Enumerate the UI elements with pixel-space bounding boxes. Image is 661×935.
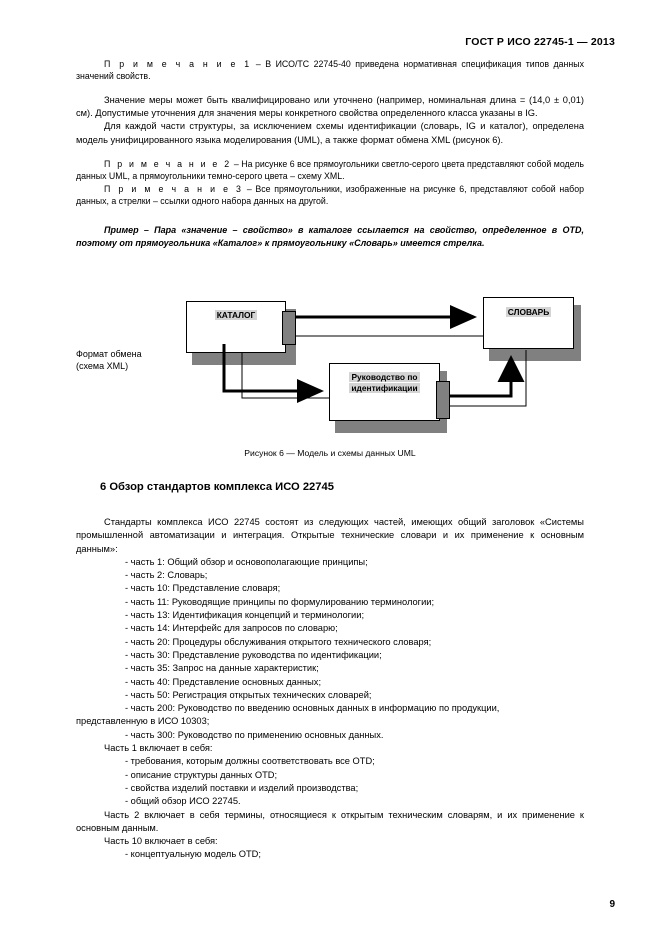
- list-item: - часть 1: Общий обзор и основополагающие принципы;: [125, 556, 368, 567]
- xml-format-label-line1: Формат обмена: [76, 349, 142, 359]
- list-item: - часть 14: Интерфейс для запросов по словарю;: [125, 623, 338, 634]
- list-item-part200: - часть 200: Руководство по введению основных данных в информацию по продукции,: [125, 703, 500, 714]
- ig-box-label-line2: идентификации: [351, 383, 418, 393]
- paragraph-uml: Для каждой части структуры, за исключением схемы идентификации (словарь, IG и каталог), определена модель унифицированного языка моделирования (UML), а также формат обмена XML (рисунок 6).: [76, 121, 584, 145]
- note-2: [76, 158, 584, 183]
- example-paragraph: Пример – Пара «значение – свойство» в каталоге ссылается на свойство, определенное в OTD, поэтому от прямоугольника «Каталог» к прямоугольнику «Словарь» имеется стрелка.: [76, 224, 584, 248]
- part1-lead: Часть 1 включает в себя:: [104, 743, 213, 754]
- list-item: - часть 13: Идентификация концепций и терминологии;: [125, 610, 365, 621]
- list-item: - часть 11: Руководящие принципы по формулированию терминологии;: [125, 596, 435, 607]
- upper-text-block: [76, 58, 584, 250]
- note-3: [76, 183, 584, 208]
- list-item-part300: - часть 300: Руководство по применению основных данных.: [125, 729, 384, 740]
- list-item: - часть 10: Представление словаря;: [125, 583, 281, 594]
- part10-items: [76, 848, 584, 861]
- page-number: 9: [609, 899, 615, 910]
- parts-list: [76, 556, 584, 716]
- list-item: - требования, которым должны соответствовать все OTD;: [125, 756, 375, 767]
- list-item: - описание структуры данных OTD;: [125, 769, 278, 780]
- note-1-text: – В ИСО/ТС 22745-40 приведена нормативная спецификация типов данных значений свойств.: [76, 59, 584, 82]
- part1-items: [76, 755, 584, 808]
- list-item: - часть 35: Запрос на данные характеристик;: [125, 663, 319, 674]
- list-item: - часть 2: Словарь;: [125, 570, 208, 581]
- page-header: ГОСТ Р ИСО 22745-1 — 2013: [465, 36, 615, 48]
- list-item: - часть 50: Регистрация открытых технических словарей;: [125, 689, 372, 700]
- section-intro: Стандарты комплекса ИСО 22745 состоят из следующих частей, имеющих общий заголовок «Системы промышленной автоматизации и интеграция. Открытые технические словари и их применение к основным данным»:: [76, 517, 584, 554]
- list-item: - концептуальную модель OTD;: [125, 849, 261, 860]
- list-item: - свойства изделий поставки и изделий производства;: [125, 782, 359, 793]
- figure-6: [76, 288, 584, 478]
- list-item: - часть 30: Представление руководства по идентификации;: [125, 649, 382, 660]
- section-heading: 6 Обзор стандартов комплекса ИСО 22745: [100, 481, 334, 493]
- note-2-text: – На рисунке 6 все прямоугольники светло-серого цвета представляют собой модель данных UML, а прямоугольники темно-серого цвета – схему XML.: [76, 159, 584, 182]
- ig-box-label-line1: Руководство по: [351, 372, 418, 382]
- note-1-label: П р и м е ч а н и е 1: [104, 59, 252, 69]
- dictionary-box-label: СЛОВАРЬ: [507, 307, 550, 317]
- list-item: - часть 40: Представление основных данных;: [125, 676, 322, 687]
- note-3-label: П р и м е ч а н и е 3: [104, 183, 244, 194]
- xml-format-label-line2: (схема XML): [76, 361, 129, 371]
- note-2-label: П р и м е ч а н и е 2: [104, 159, 232, 169]
- catalog-box-label: КАТАЛОГ: [216, 310, 256, 320]
- part200-continuation: представленную в ИСО 10303;: [76, 716, 210, 727]
- figure-caption: Рисунок 6 — Модель и схемы данных UML: [244, 448, 416, 458]
- part10-lead: Часть 10 включает в себя:: [104, 836, 218, 847]
- list-item: - часть 20: Процедуры обслуживания открытого технического словаря;: [125, 636, 432, 647]
- note-3-text: – Все прямоугольники, изображенные на рисунке 6, представляют собой набор данных, а стрелки – ссылки одного набора данных на другой.: [76, 183, 584, 207]
- lower-text-block: [76, 516, 584, 862]
- part2-text: Часть 2 включает в себя термины, относящиеся к открытым техническим словарям, и их применение к основным данным.: [76, 809, 584, 833]
- note-1: [76, 58, 584, 83]
- list-item: - общий обзор ИСО 22745.: [125, 796, 241, 807]
- paragraph-measure: Значение меры может быть квалифицировано или уточнено (например, номинальная длина = (14,0 ± 0,01) см). Допустимые уточнения для значения меры конкретного свойства определенного класса указаны в IG.: [76, 94, 584, 119]
- figure-connectors-bold: [76, 288, 584, 478]
- parts-list-tail: [76, 729, 584, 742]
